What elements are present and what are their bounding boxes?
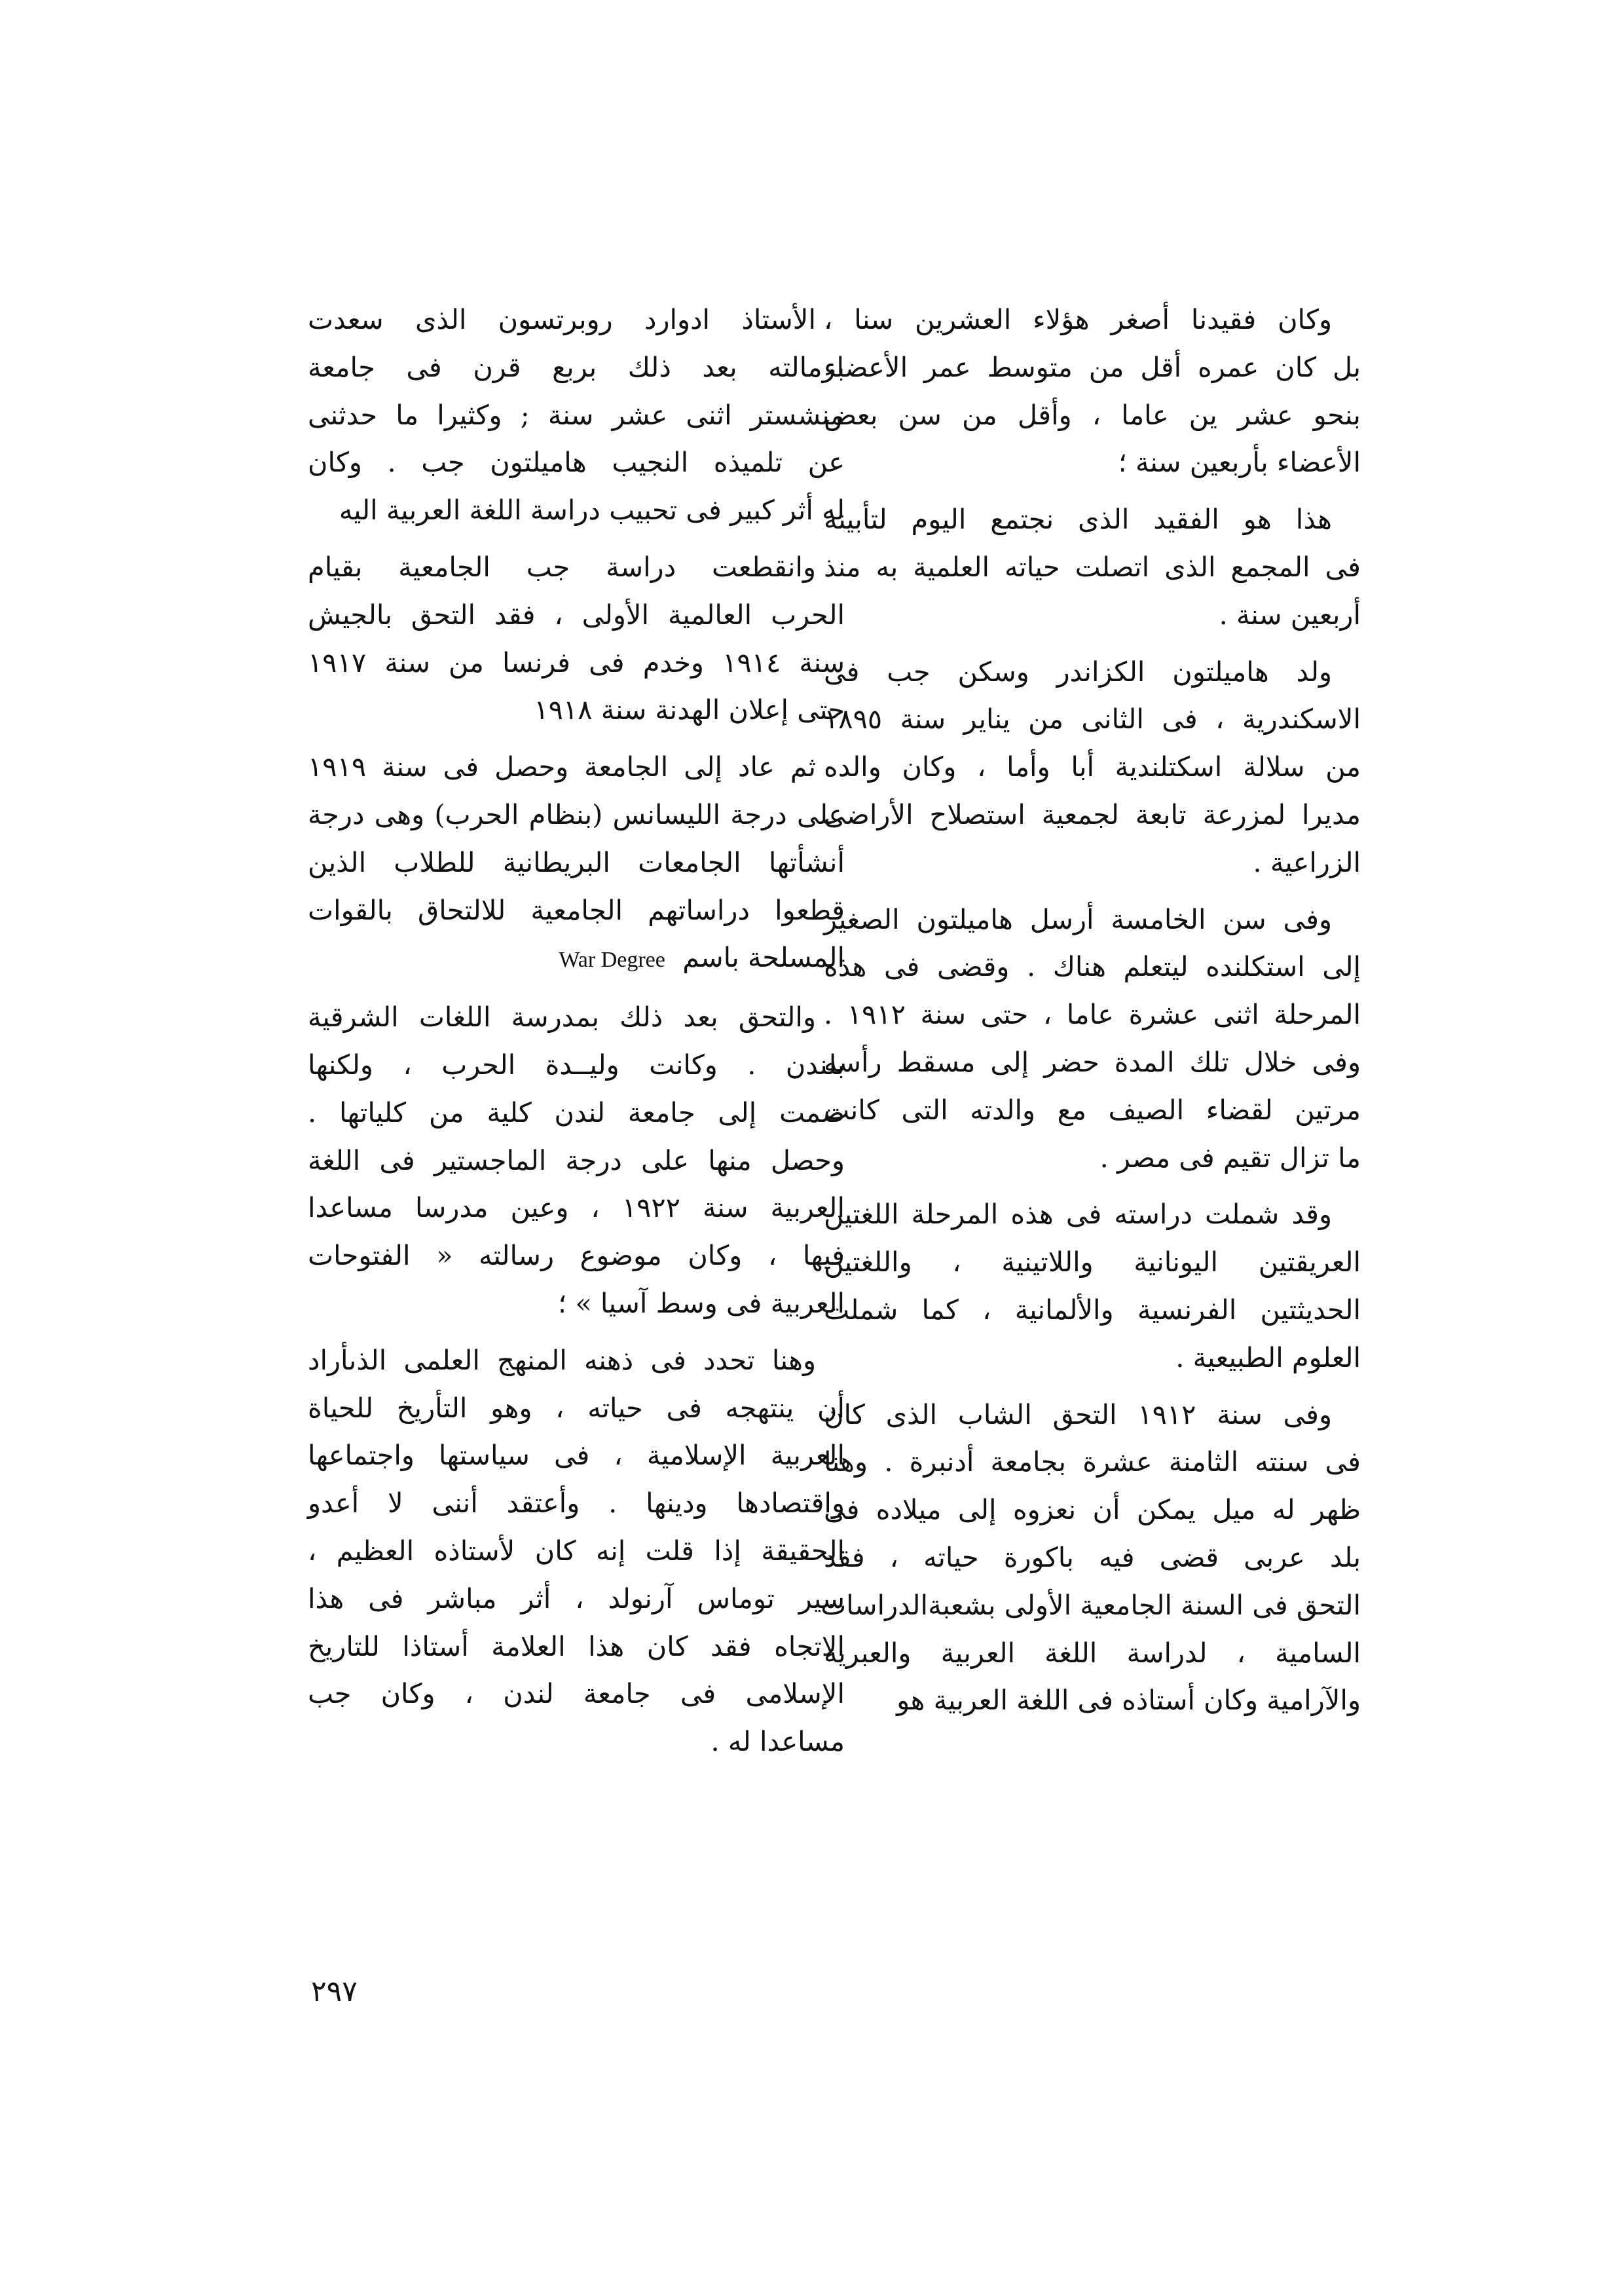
text-line: وحصل منها على درجة الماجستير فى اللغة bbox=[308, 1144, 845, 1176]
text-line: بزمالته بعد ذلك بربع قرن فى جامعة bbox=[308, 350, 845, 383]
text-line: عن تلميذه النجيب هاميلتون جب . وكان bbox=[308, 446, 845, 479]
text-line: سنة ١٩١٤ وخدم فى فرنسا من سنة ١٩١٧ bbox=[308, 646, 845, 679]
text-line: له أثر كبير فى تحبيب دراسة اللغة العربية اليه bbox=[339, 494, 845, 527]
paragraph bbox=[824, 896, 1361, 1182]
text-line: وانقطعت دراسة جب الجامعية بقيام bbox=[308, 550, 816, 583]
text-line: الاتجاه فقد كان هذا العلامة أستاذا للتاريخ bbox=[308, 1630, 845, 1662]
text-line: بنحو عشر ين عاما ، وأقل من سن بعض bbox=[824, 398, 1361, 431]
text-line: الإسلامى فى جامعة لندن ، وكان جب bbox=[308, 1677, 845, 1710]
text-line: التحق فى السنة الجامعية الأولى بشعبةالدراسات bbox=[821, 1588, 1361, 1621]
text-fragment: المسلحة باسم bbox=[682, 941, 845, 974]
paragraph bbox=[824, 496, 1361, 639]
text-line: ولد هاميلتون الكزاندر وسكن جب فى bbox=[824, 655, 1332, 688]
text-line: على درجة الليسانس (بنظام الحرب) وهى درجة bbox=[308, 798, 845, 830]
text-line: وقد شملت دراسته فى هذه المرحلة اللغتين bbox=[824, 1198, 1332, 1231]
text-line: العربية الإسلامية ، فى سياستها واجتماعها bbox=[308, 1439, 845, 1472]
text-line: السامية ، لدراسة اللغة العربية والعبرية bbox=[824, 1636, 1361, 1669]
text-line: أربعين سنة . bbox=[1219, 598, 1361, 631]
text-line: ضمت إلى جامعة لندن كلية من كلياتها . bbox=[308, 1096, 845, 1129]
text-line: أنشأتها الجامعات البريطانية للطلاب الذين bbox=[308, 846, 845, 878]
text-line: الأعضاء بأربعين سنة ؛ bbox=[1118, 446, 1361, 479]
text-line: الحرب العالمية الأولى ، فقد التحق بالجيش bbox=[308, 598, 845, 631]
text-line: بل كان عمره أقل من متوسط عمر الأعضاء bbox=[824, 350, 1361, 383]
text-line: الاسكندرية ، فى الثانى من يناير سنة ١٨٩٥ bbox=[824, 703, 1361, 736]
latin-term: War Degree bbox=[559, 948, 665, 973]
text-line: أن ينتهجه فى حياته ، وهو التأريخ للحياة bbox=[308, 1391, 845, 1424]
text-line: ظهر له ميل يمكن أن نعزوه إلى ميلاده فى bbox=[824, 1493, 1361, 1526]
text-line: فى المجمع الذى اتصلت حياته العلمية به منذ bbox=[824, 550, 1361, 583]
text-line: ثم عاد إلى الجامعة وحصل فى سنة ١٩١٩ bbox=[308, 751, 816, 783]
text-line: الزراعية . bbox=[1253, 846, 1361, 878]
text-line: إلى استكلنده ليتعلم هناك . وقضى فى هذه bbox=[824, 950, 1361, 983]
text-line: وفى سن الخامسة أرسل هاميلتون الصغير bbox=[824, 903, 1332, 935]
paragraph bbox=[308, 296, 845, 534]
paragraph bbox=[308, 1337, 845, 1766]
text-line bbox=[308, 934, 845, 984]
paragraph bbox=[821, 1391, 1361, 1725]
text-line: فى سنته الثامنة عشرة بجامعة أدنبرة . وهنا bbox=[824, 1446, 1361, 1478]
paragraph bbox=[824, 296, 1361, 487]
paragraph bbox=[308, 743, 845, 984]
page-number: ٢٩٧ bbox=[311, 1975, 358, 2008]
text-line: منشستر اثنى عشر سنة ; وكثيرا ما حدثنى bbox=[308, 398, 845, 431]
text-line: العريقتين اليونانية واللاتينية ، واللغتين bbox=[824, 1246, 1361, 1278]
text-line: وفى خلال تلك المدة حضر إلى مسقط رأسه bbox=[824, 1045, 1361, 1078]
text-line: مساعدا له . bbox=[710, 1725, 845, 1758]
text-line: وكان فقيدنا أصغر هؤلاء العشرين سنا ، bbox=[824, 303, 1332, 335]
text-line: مرتين لقضاء الصيف مع والدته التى كانت bbox=[824, 1093, 1361, 1126]
paragraph bbox=[824, 1191, 1361, 1381]
text-line: العربية سنة ١٩٢٢ ، وعين مدرسا مساعدا bbox=[308, 1191, 845, 1224]
text-line: الحقيقة إذا قلت إنه كان لأستاذه العظيم ، bbox=[308, 1534, 845, 1567]
text-line: العلوم الطبيعية . bbox=[1175, 1341, 1361, 1373]
text-line: الحديثتين الفرنسية والألمانية ، كما شملت bbox=[824, 1293, 1361, 1326]
text-line: مديرا لمزرعة تابعة لجمعية استصلاح الأراضى bbox=[824, 798, 1361, 830]
text-line: فيها ، وكان موضوع رسالته « الفتوحات bbox=[308, 1239, 845, 1272]
text-line: الأستاذ ادوارد روبرتسون الذى سعدت bbox=[308, 303, 816, 335]
paragraph bbox=[308, 544, 845, 734]
text-line: وفى سنة ١٩١٢ التحق الشاب الذى كان bbox=[824, 1398, 1332, 1430]
text-line: والتحق بعد ذلك بمدرسة اللغات الشرقية bbox=[308, 1001, 816, 1034]
left-column bbox=[308, 296, 845, 1775]
text-line: بلندن . وكانت وليــدة الحرب ، ولكنها bbox=[308, 1048, 845, 1081]
text-line: والآرامية وكان أستاذه فى اللغة العربية هو bbox=[896, 1684, 1361, 1717]
text-line: واقتصادها ودينها . وأعتقد أننى لا أعدو bbox=[308, 1487, 845, 1520]
paragraph bbox=[824, 648, 1361, 887]
text-line: بلد عربى قضى فيه باكورة حياته ، فقد bbox=[824, 1540, 1361, 1573]
paragraph bbox=[308, 994, 845, 1328]
text-line: قطعوا دراساتهم الجامعية للالتحاق بالقوات bbox=[308, 893, 845, 926]
right-column bbox=[821, 296, 1361, 1734]
text-line: هذا هو الفقيد الذى نجتمع اليوم لتأبينه bbox=[824, 503, 1332, 536]
text-line: المرحلة اثنى عشرة عاما ، حتى سنة ١٩١٢ . bbox=[824, 998, 1361, 1031]
text-line: العربية فى وسط آسيا » ؛ bbox=[557, 1286, 845, 1319]
text-line: حتى إعلان الهدنة سنة ١٩١٨ bbox=[534, 694, 845, 726]
text-line: وهنا تحدد فى ذهنه المنهج العلمى الذىأراد bbox=[308, 1343, 816, 1376]
text-line: ما تزال تقيم فى مصر . bbox=[1099, 1141, 1361, 1174]
text-line: سير توماس آرنولد ، أثر مباشر فى هذا bbox=[308, 1582, 845, 1614]
text-line: من سلالة اسكتلندية أبا وأما ، وكان والده bbox=[824, 751, 1361, 783]
